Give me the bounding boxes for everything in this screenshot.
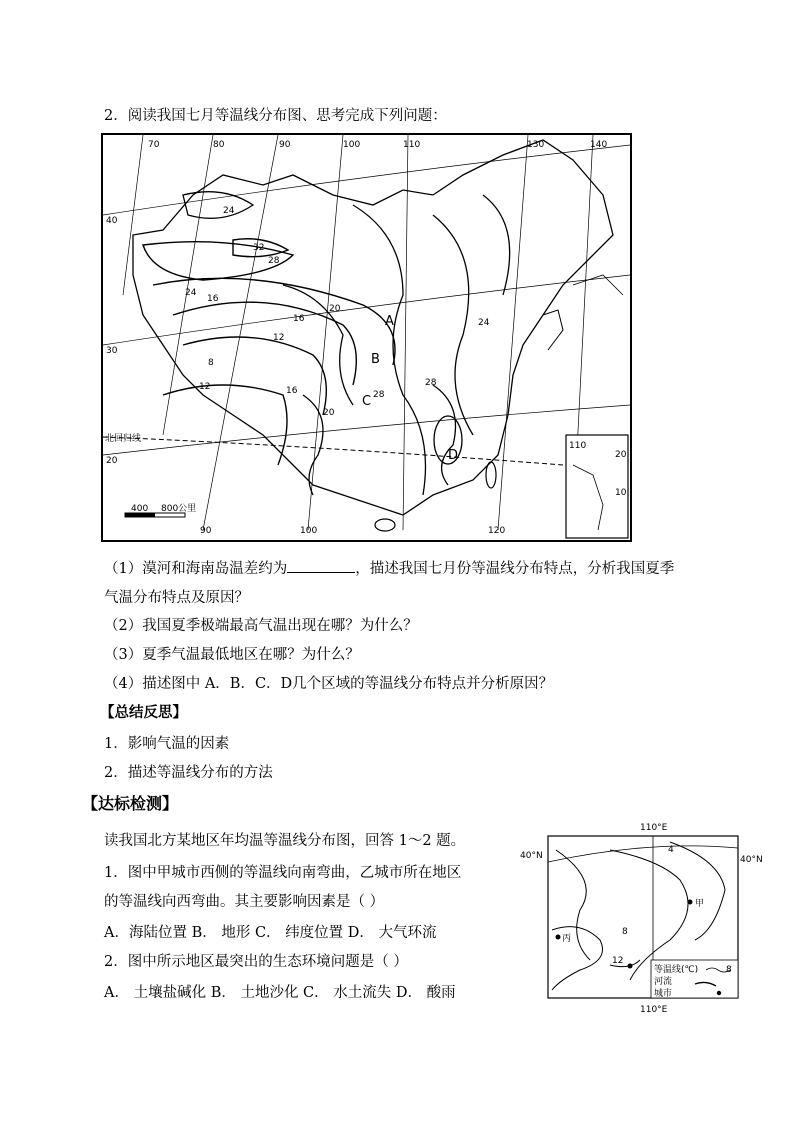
q2-intro: 2．阅读我国七月等温线分布图、思考完成下列问题： (104, 108, 447, 124)
region-label-b: B (371, 352, 380, 367)
test-q1-line2: 的等温线向西弯曲。其主要影响因素是（ ） (104, 894, 385, 910)
isotherm-label: 24 (185, 288, 197, 298)
isotherm-label: 28 (268, 256, 280, 266)
isotherm-label: 12 (199, 382, 211, 392)
isotherm-label-4: 4 (668, 845, 674, 855)
lon-label-bottom: 110°E (640, 1005, 668, 1015)
isotherm-label: 28 (425, 378, 437, 388)
isotherm-label-8: 8 (622, 927, 628, 937)
lon-label-100: 100 (343, 140, 361, 150)
inset-lat-label-10: 10 (615, 488, 627, 498)
lat-label-40: 40 (106, 216, 118, 226)
china-july-isotherm-map (101, 133, 632, 542)
legend-city: 城市 (654, 989, 673, 999)
lon-label-110: 110 (403, 140, 421, 150)
region-label-c: C (362, 394, 372, 409)
inset-lon-label: 110 (569, 441, 587, 451)
q2-sub1-text-a: （1）漠河和海南岛温差约为 (104, 561, 288, 577)
isotherm-label: 16 (207, 294, 219, 304)
lon-label-70: 70 (148, 140, 160, 150)
q2-sub3: （3）夏季气温最低地区在哪？为什么？ (104, 647, 360, 663)
lat-label-30: 30 (106, 346, 118, 356)
isotherm-label-12: 12 (612, 956, 624, 966)
lon-label-80: 80 (213, 140, 225, 150)
q2-sub4: （4）描述图中 A．B．C．D几个区域的等温线分布特点并分析原因？ (104, 676, 554, 692)
test-heading: 【达标检测】 (82, 794, 179, 813)
lon-label-140: 140 (590, 140, 608, 150)
city-label-bing: 丙 (562, 934, 572, 944)
summary-heading: 【总结反思】 (100, 705, 187, 721)
q2-sub1-line2: 气温分布特点及原因？ (104, 590, 249, 606)
lat-label-20: 20 (106, 456, 118, 466)
q2-sub2: （2）我国夏季极端最高气温出现在哪？为什么？ (104, 618, 418, 634)
lon-label-130: 130 (527, 140, 545, 150)
isotherm-label: 24 (478, 318, 490, 328)
isotherm-label: 8 (208, 358, 214, 368)
legend-isotherm: 等温线(℃) (654, 965, 699, 975)
legend-isotherm-value: 8 (726, 965, 732, 975)
answer-blank[interactable] (287, 558, 355, 573)
lon-label-90: 90 (279, 140, 291, 150)
scale-label-800: 800公里 (161, 504, 197, 514)
test-q1-line1: 1．图中甲城市西侧的等温线向南弯曲，乙城市所在地区 (104, 865, 462, 881)
q2-sub1-text-b: ，描述我国七月份等温线分布特点，分析我国夏季 (355, 561, 675, 577)
test-q2-options: A． 土壤盐碱化 B． 土地沙化 C． 水土流失 D． 酸雨 (104, 985, 456, 1001)
summary-item-1: 1．影响气温的因素 (104, 736, 230, 752)
test-q1-options: A．海陆位置 B． 地形 C． 纬度位置 D． 大气环流 (104, 925, 437, 941)
test-q2-line1: 2．图中所示地区最突出的生态环境问题是（ ） (104, 954, 408, 970)
region-label-d: D (448, 448, 459, 463)
lat-label-left: 40°N (520, 851, 543, 861)
map-label-layer (103, 135, 630, 540)
isotherm-label: 24 (223, 206, 235, 216)
lon-label-top: 110°E (640, 823, 668, 833)
annual-isotherm-map (520, 820, 765, 1015)
region-label-a: A (385, 314, 394, 329)
legend-river: 河流 (654, 977, 673, 987)
lon-bottom-100: 100 (300, 526, 318, 536)
isotherm-label: 28 (373, 390, 385, 400)
small-map-graphic (520, 820, 765, 1015)
city-label-jia: 甲 (695, 899, 705, 909)
q2-sub1-line1 (104, 558, 674, 579)
scale-label-400: 400 (131, 504, 149, 514)
isotherm-label: 16 (286, 386, 298, 396)
lon-bottom-120: 120 (488, 526, 506, 536)
tropic-of-cancer-label: 北回归线 (105, 434, 142, 444)
lon-bottom-90: 90 (200, 526, 212, 536)
summary-item-2: 2．描述等温线分布的方法 (104, 765, 273, 781)
isotherm-label: 20 (323, 408, 335, 418)
isotherm-label: 32 (253, 243, 265, 253)
isotherm-label: 12 (273, 333, 285, 343)
inset-lat-label-20: 20 (615, 450, 627, 460)
isotherm-label: 20 (329, 304, 341, 314)
isotherm-label: 16 (293, 314, 305, 324)
lat-label-right: 40°N (740, 855, 763, 865)
test-intro: 读我国北方某地区年均温等温线分布图，回答 1～2 题。 (104, 833, 466, 849)
